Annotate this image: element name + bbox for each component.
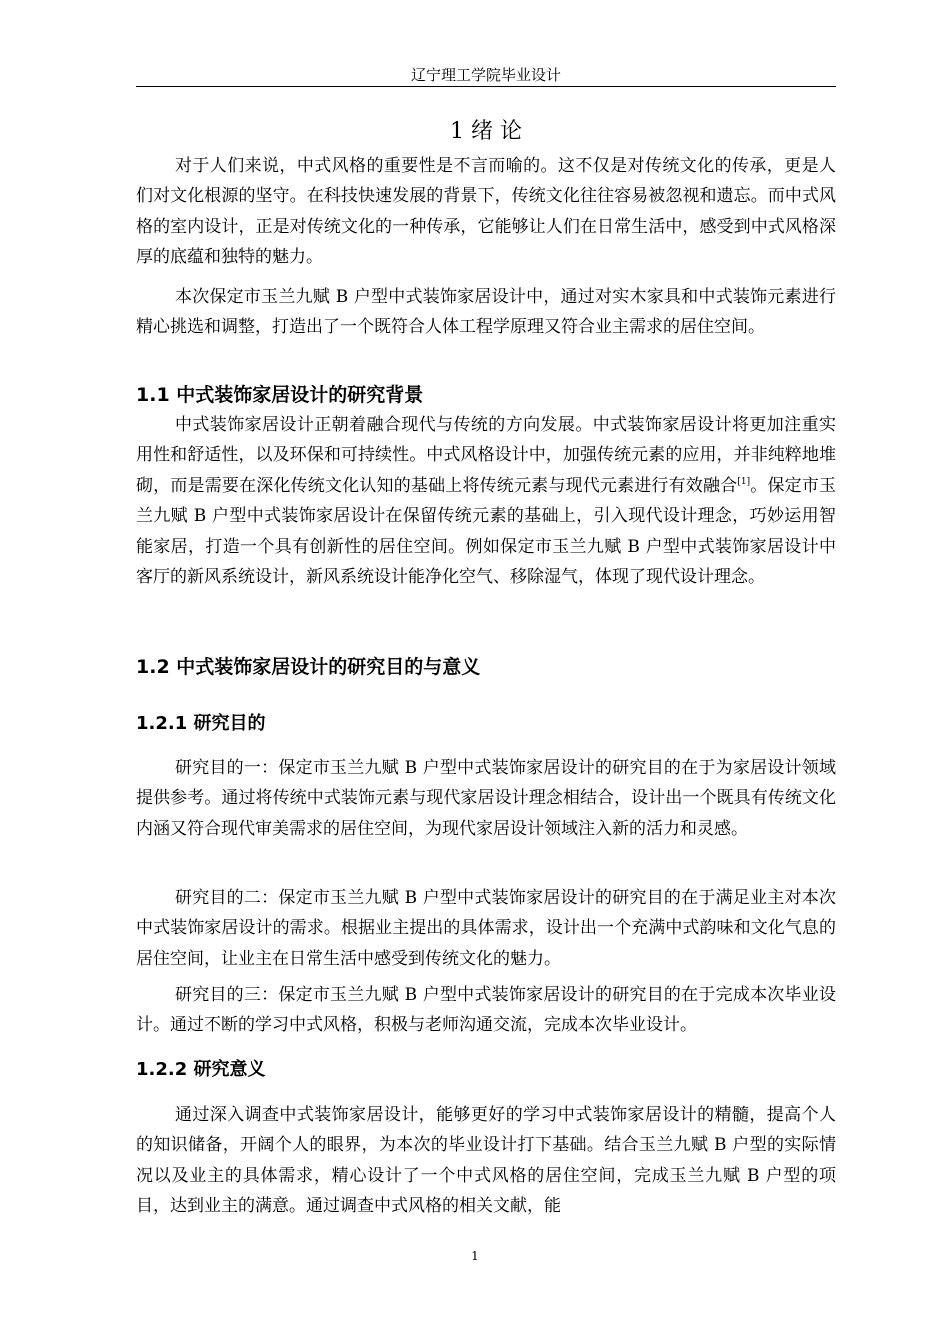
page-header (136, 64, 836, 87)
intro-paragraph-1: 对于人们来说，中式风格的重要性是不言而喻的。这不仅是对传统文化的传承，更是人们对文化根源的坚守。在科技快速发展的背景下，传统文化往往容易被忽视和遗忘。而中式风格的室内设计，正是对传统文化的一种传承，它能够让人们在日常生活中，感受到中式风格深厚的底蕴和独特的魅力。 (136, 156, 836, 268)
page-number: 1 (471, 1249, 479, 1263)
section-1-2-heading: 1.2 中式装饰家居设计的研究目的与意义 (136, 656, 481, 678)
paragraph-text-continued: 。保定市玉兰九赋 B 户型中式装饰家居设计在保留传统元素的基础上，引入现代设计理念，巧妙运用智能家居，打造一个具有创新性的居住空间。例如保定市玉兰九赋 B 户型中式装饰家居设计中客厅的新风系统设计，新风系统设计能净化空气、移除湿气，体现了现代设计理念。 (136, 475, 836, 588)
section-1-2-2-heading: 1.2.2 研究意义 (136, 1059, 266, 1080)
section-1-1-heading: 1.1 中式装饰家居设计的研究背景 (136, 384, 424, 406)
header-title: 辽宁理工学院毕业设计 (410, 66, 561, 84)
chapter-title: 1 绪 论 (450, 119, 522, 144)
purpose-paragraph-2: 研究目的二：保定市玉兰九赋 B 户型中式装饰家居设计的研究目的在于满足业主对本次中式装饰家居设计的需求。根据业主提出的具体需求，设计出一个充满中式韵味和文化气息的居住空间，让业主在日常生活中感受到传统文化的魅力。 (136, 888, 836, 969)
section-1-2-1-heading: 1.2.1 研究目的 (136, 713, 266, 734)
purpose-paragraph-3: 研究目的三：保定市玉兰九赋 B 户型中式装饰家居设计的研究目的在于完成本次毕业设计。通过不断的学习中式风格，积极与老师沟通交流，完成本次毕业设计。 (136, 985, 836, 1036)
purpose-paragraph-1: 研究目的一：保定市玉兰九赋 B 户型中式装饰家居设计的研究目的在于为家居设计领域提供参考。通过将传统中式装饰元素与现代家居设计理念相结合，设计出一个既具有传统文化内涵又符合现代审美需求的居住空间，为现代家居设计领域注入新的活力和灵感。 (136, 758, 836, 839)
paragraph-text: 中式装饰家居设计正朝着融合现代与传统的方向发展。中式装饰家居设计将更加注重实用性和舒适性，以及环保和可持续性。中式风格设计中，加强传统元素的应用，并非纯粹地堆砌，而是需要在深化传统文化认知的基础上将传统元素与现代元素进行有效融合 (136, 415, 836, 496)
section-1-1-paragraph (136, 410, 836, 592)
citation-ref: [1] (737, 476, 751, 487)
significance-paragraph-1: 通过深入调查中式装饰家居设计，能够更好的学习中式装饰家居设计的精髓，提高个人的知识储备，开阔个人的眼界，为本次的毕业设计打下基础。结合玉兰九赋 B 户型的实际情况以及业主的具体需求，精心设计了一个中式风格的居住空间，完成玉兰九赋 B 户型的项目，达到业主的满意。通过调查中式风格的相关文献，能 (136, 1105, 836, 1217)
intro-paragraph-2: 本次保定市玉兰九赋 B 户型中式装饰家居设计中，通过对实木家具和中式装饰元素进行精心挑选和调整，打造出了一个既符合人体工程学原理又符合业主需求的居住空间。 (136, 287, 836, 338)
